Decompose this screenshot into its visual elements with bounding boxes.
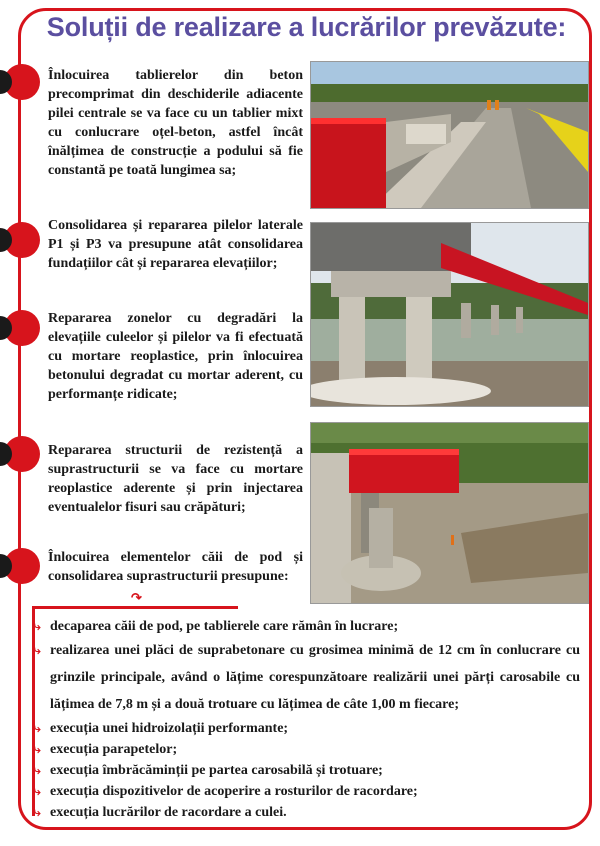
arrow-icon: ⤷	[34, 805, 41, 819]
list-item: ⤷ decaparea căii de pod, pe tablierele care rămân în lucrare;	[34, 616, 580, 637]
bridge-deck-demolition-photo	[310, 61, 589, 209]
arrow-icon: ⤷	[34, 763, 41, 777]
bullet-dot-icon	[4, 310, 40, 346]
sub-bullet-list	[34, 616, 580, 823]
item-degradation-repair: Repararea zonelor cu degradări la elevațiile culeelor și pilelor va fi efectuată cu mortare reoplastice, prin înlocuirea betonului degradat cu mortar aderent, cu performanțe ridicate;	[48, 311, 303, 402]
bullet-dot-icon	[4, 548, 40, 584]
bridge-piers-photo	[310, 222, 589, 407]
bullet-dot-icon	[4, 436, 40, 472]
item-pier-consolidation: Consolidarea și repararea pilelor laterale P1 și P3 va presupune atât consolidarea fundațiilor cât și repararea elevațiilor;	[48, 218, 303, 271]
bullet-dot-icon	[4, 64, 40, 100]
section-divider	[32, 606, 238, 609]
arrow-icon: ⤷	[34, 784, 41, 798]
arrow-down-icon: ↷	[131, 590, 142, 605]
list-item: ⤷ realizarea unei plăci de suprabetonare cu grosimea minimă de 12 cm în conlucrare cu grinzile principale, având o lățime corespunzătoare realizării unei părți carosabile cu lățimea de 7,8 m și a două trotuare cu lățimea de câte 1,00 m fiecare;	[34, 637, 580, 718]
arrow-icon: ⤷	[34, 643, 41, 657]
bullet-dot-icon	[4, 222, 40, 258]
list-item: ⤷ execuția îmbrăcăminții pe partea carosabilă și trotuare;	[34, 760, 580, 781]
item-roadway-replacement: Înlocuirea elementelor căii de pod și consolidarea suprastructurii presupune:	[48, 550, 303, 584]
list-item: ⤷ execuția lucrărilor de racordare a culei.	[34, 802, 580, 823]
arrow-icon: ⤷	[34, 619, 41, 633]
page-title: Soluții de realizare a lucrărilor prevăzute:	[46, 12, 567, 42]
item-structure-repair: Repararea structurii de rezistență a suprastructurii se va face cu mortare reoplastice aderente și prin injectarea eventualelor fisuri sau crăpături;	[48, 443, 303, 515]
arrow-icon: ⤷	[34, 742, 41, 756]
item-deck-replacement: Înlocuirea tablierelor din beton precomprimat din deschiderile adiacente pilei centrale se va face cu un tablier mixt cu conlucrare oțel-beton, astfel încât înălțimea de construcție a podului să fie constantă pe toată lungimea sa;	[48, 68, 303, 178]
list-item: ⤷ execuția unei hidroizolații performante;	[34, 718, 580, 739]
list-item: ⤷ execuția parapetelor;	[34, 739, 580, 760]
arrow-icon: ⤷	[34, 721, 41, 735]
list-item: ⤷ execuția dispozitivelor de acoperire a rosturilor de racordare;	[34, 781, 580, 802]
bridge-construction-photo	[310, 422, 589, 604]
